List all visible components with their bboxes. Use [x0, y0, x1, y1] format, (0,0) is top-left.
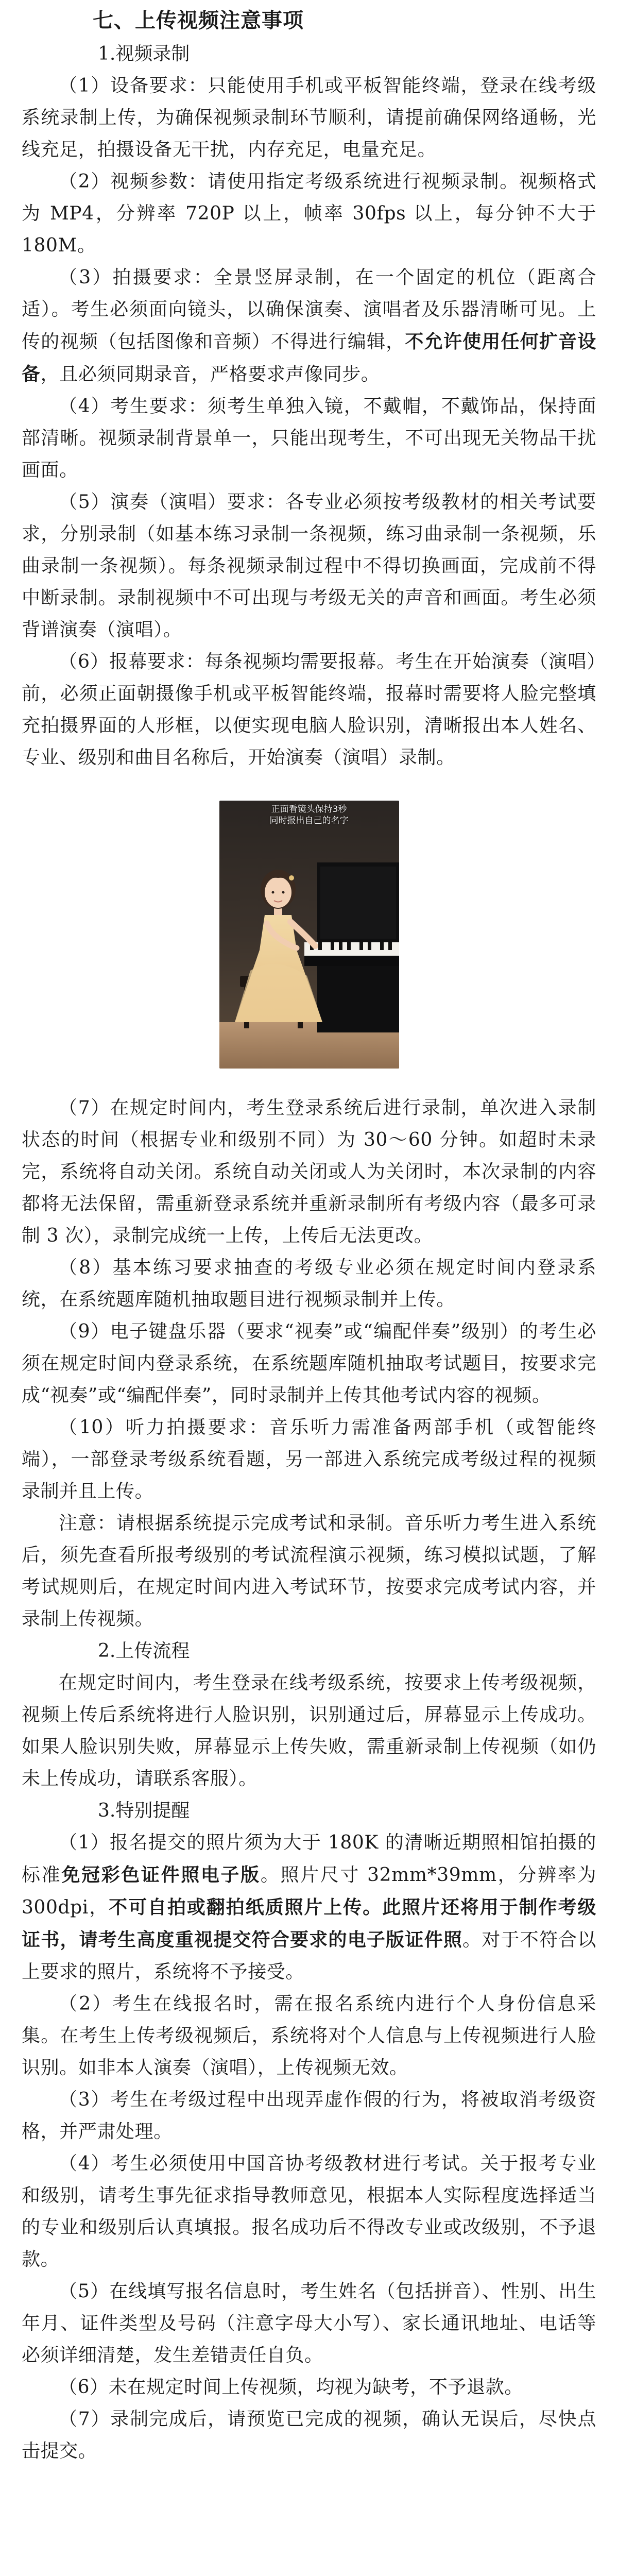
text-span: （3）拍摄要求：全景竖屏录制，在一个固定的机位（距离合适）。考生必须面向镜头，以确保演奏、演唱者及乐器清晰可见。上传的视频（包括图像和音频）不得进行编辑，	[22, 267, 596, 352]
photo-caption-line-2: 同时报出自己的名字	[269, 816, 349, 826]
paragraph-identity-collection: （2）考生在线报名时，需在报名系统内进行个人身份信息采集。在考生上传考级视频后，系统将对个人信息与上传视频进行人脸识别。如非本人演奏（演唱），上传视频无效。	[22, 1993, 596, 2078]
paragraph-candidate-requirements: （4）考生要求：须考生单独入镜，不戴帽，不戴饰品，保持面部清晰。视频录制背景单一，只能出现考生，不可出现无关物品干扰画面。	[22, 396, 596, 481]
paragraph-video-parameters: （2）视频参数：请使用指定考级系统进行视频录制。视频格式为 MP4，分辨率 720P 以上，帧率 30fps 以上，每分钟不大于 180M。	[22, 171, 596, 256]
bold-text: 免冠彩色证件照电子版	[61, 1864, 261, 1886]
paragraph-basic-exercise: （8）基本练习要求抽查的考级专业必须在规定时间内登录系统，在系统题库随机抽取题目进行视频录制并上传。	[22, 1257, 596, 1310]
photo-illustration	[219, 801, 399, 1069]
text-span: （1）报名提交的照片须为大于 180K 的清晰近期照相馆拍摄的标准	[22, 1832, 596, 1886]
bold-text: 不可自拍或翻拍纸质照片上传。此照片还将用于制作考级证书，请考生高度重视提交符合要求的电子版证件照	[22, 1896, 596, 1951]
paragraph-note: 注意：请根据系统提示完成考试和录制。音乐听力考生进入系统后，须先查看所报考级别的考试流程演示视频，练习模拟试题，了解考试规则后，在规定时间内进入考试环节，按要求完成考试内容，并录制上传视频。	[22, 1513, 596, 1630]
paragraph-listening-requirements: （10）听力拍摄要求：音乐听力需准备两部手机（或智能终端），一部登录考级系统看题，另一部进入系统完成考级过程的视频录制并且上传。	[22, 1417, 596, 1502]
section-heading: 七、上传视频注意事项	[93, 9, 304, 32]
bold-text: 不允许使用任何扩音设备	[22, 331, 596, 385]
paragraph-textbook-requirements: （4）考生必须使用中国音协考级教材进行考试。关于报考专业和级别，请考生事先征求指导教师意见，根据本人实际程度选择适当的专业和级别后认真填报。报名成功后不得改专业或改级别，不予退款。	[22, 2153, 596, 2270]
text-span: 。对于不符合以上要求的照片，系统将不予接受。	[22, 1929, 596, 1982]
paragraph-performance-requirements: （5）演奏（演唱）要求：各专业必须按考级教材的相关考试要求，分别录制（如基本练习录制一条视频，练习曲录制一条视频，乐曲录制一条视频）。每条视频录制过程中不得切换画面，完成前不得中断录制。录制视频中不可出现与考级无关的声音和画面。考生必须背谱演奏（演唱）。	[22, 492, 596, 640]
paragraph-electronic-keyboard: （9）电子键盘乐器（要求“视奏”或“编配伴奏”级别）的考生必须在规定时间内登录系统，在系统题库随机抽取考试题目，按要求完成“视奏”或“编配伴奏”，同时录制并上传其他考试内容的视频。	[22, 1321, 596, 1406]
paragraph-announcement-requirements: （6）报幕要求：每条视频均需要报幕。考生在开始演奏（演唱）前，必须正面朝摄像手机或平板智能终端，报幕时需要将人脸完整填充拍摄界面的人形框，以便实现电脑人脸识别，清晰报出本人姓名、专业、级别和曲目名称后，开始演奏（演唱）录制。	[22, 651, 596, 768]
paragraph-photo-requirements	[22, 1827, 596, 1988]
photo-caption	[219, 804, 399, 826]
example-photo-girl-at-piano	[219, 801, 399, 1069]
paragraph-device-requirements: （1）设备要求：只能使用手机或平板智能终端，登录在线考级系统录制上传，为确保视频录制环节顺利，请提前确保网络通畅，光线充足，拍摄设备无干扰，内存充足，电量充足。	[22, 75, 596, 160]
paragraph-upload-process: 在规定时间内，考生登录在线考级系统，按要求上传考级视频，视频上传后系统将进行人脸识别，识别通过后，屏幕显示上传成功。如果人脸识别失败，屏幕显示上传失败，需重新录制上传视频（如仍未上传成功，请联系客服）。	[22, 1672, 596, 1789]
paragraph-recording-time: （7）在规定时间内，考生登录系统后进行录制，单次进入录制状态的时间（根据专业和级别不同）为 30～60 分钟。如超时未录完，系统将自动关闭。系统自动关闭或人为关闭时，本次录制的内容都将无法保留，需重新登录系统并重新录制所有考级内容（最多可录制 3 次），录制完成统一上传，上传后无法更改。	[22, 1097, 596, 1246]
paragraph-submit-reminder: （7）录制完成后，请预览已完成的视频，确认无误后，尽快点击提交。	[22, 2409, 596, 2462]
photo-container	[22, 801, 596, 1069]
paragraph-missed-upload: （6）未在规定时间上传视频，均视为缺考，不予退款。	[59, 2377, 523, 2398]
text-span: ，且必须同期录音，严格要求声像同步。	[40, 364, 380, 385]
photo-caption-line-1: 正面看镜头保持3秒	[271, 804, 347, 815]
paragraph-registration-info: （5）在线填写报名信息时，考生姓名（包括拼音）、性别、出生年月、证件类型及号码（注意字母大小写）、家长通讯地址、电话等必须详细清楚，发生差错责任自负。	[22, 2281, 596, 2366]
subsection-title-upload-process: 2.上传流程	[98, 1640, 190, 1662]
text-span: 。照片尺寸 32mm*39mm，分辨率为 300dpi，	[22, 1865, 596, 1918]
paragraph-cheating-policy: （3）考生在考级过程中出现弄虚作假的行为，将被取消考级资格，并严肃处理。	[22, 2089, 596, 2142]
subsection-title-special-reminders: 3.特别提醒	[98, 1800, 190, 1821]
paragraph-shooting-requirements	[22, 262, 596, 391]
subsection-title-video-recording: 1.视频录制	[98, 43, 190, 64]
